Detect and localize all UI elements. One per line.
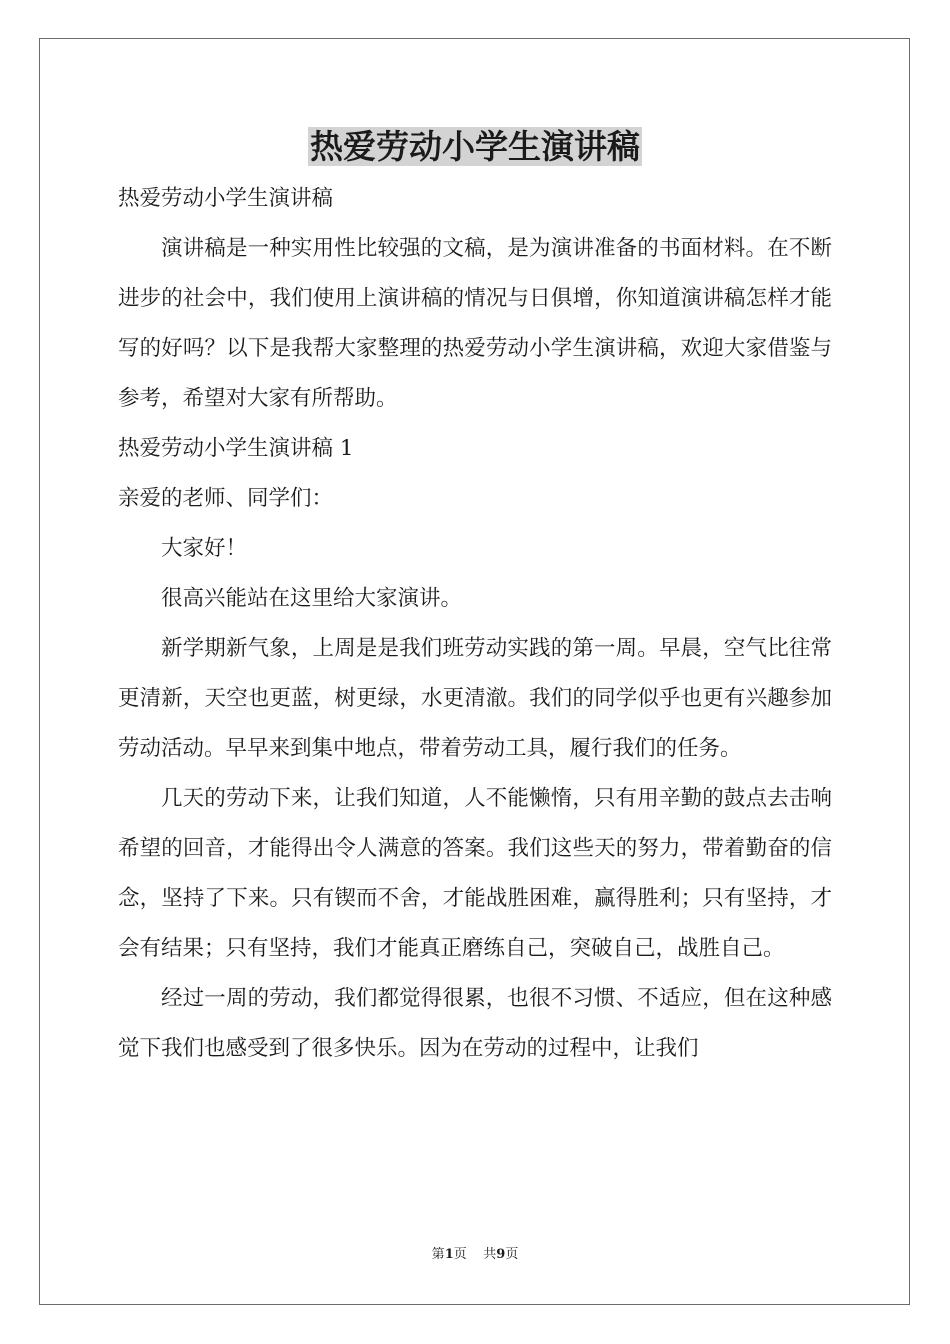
document-body [118,174,832,1074]
page-current-number: 1 [444,1247,454,1262]
paragraph-body: 几天的劳动下来，让我们知道，人不能懒惰，只有用辛勤的鼓点去击响希望的回音，才能得出令人满意的答案。我们这些天的努力，带着勤奋的信念，坚持了下来。只有锲而不舍，才能战胜困难，赢得胜利；只有坚持，才会有结果；只有坚持，我们才能真正磨练自己，突破自己，战胜自己。 [118,786,832,961]
paragraph-body: 经过一周的劳动，我们都觉得很累，也很不习惯、不适应，但在这种感觉下我们也感受到了很多快乐。因为在劳动的过程中，让我们 [118,986,832,1061]
page-prefix: 第 [431,1247,445,1262]
paragraph-section-heading: 热爱劳动小学生演讲稿 1 [118,436,354,461]
paragraph-greeting: 大家好！ [161,536,248,561]
page-total-number: 9 [496,1247,506,1262]
paragraph-subtitle: 热爱劳动小学生演讲稿 [118,186,334,211]
document-title-text: 热爱劳动小学生演讲稿 [310,127,640,166]
page-suffix: 页 [505,1247,519,1262]
paragraph-body: 新学期新气象，上周是是我们班劳动实践的第一周。早晨，空气比往常更清新，天空也更蓝，树更绿，水更清澈。我们的同学似乎也更有兴趣参加劳动活动。早早来到集中地点，带着劳动工具，履行我们的任务。 [118,636,832,761]
paragraph-intro: 演讲稿是一种实用性比较强的文稿，是为演讲准备的书面材料。在不断进步的社会中，我们使用上演讲稿的情况与日俱增，你知道演讲稿怎样才能写的好吗？以下是我帮大家整理的热爱劳动小学生演讲稿，欢迎大家借鉴与参考，希望对大家有所帮助。 [118,236,832,411]
document-title [0,124,950,170]
page-mid: 页 共 [453,1247,497,1262]
page-footer [0,1245,950,1265]
paragraph-opening: 很高兴能站在这里给大家演讲。 [161,586,463,611]
paragraph-salutation: 亲爱的老师、同学们： [118,486,334,511]
